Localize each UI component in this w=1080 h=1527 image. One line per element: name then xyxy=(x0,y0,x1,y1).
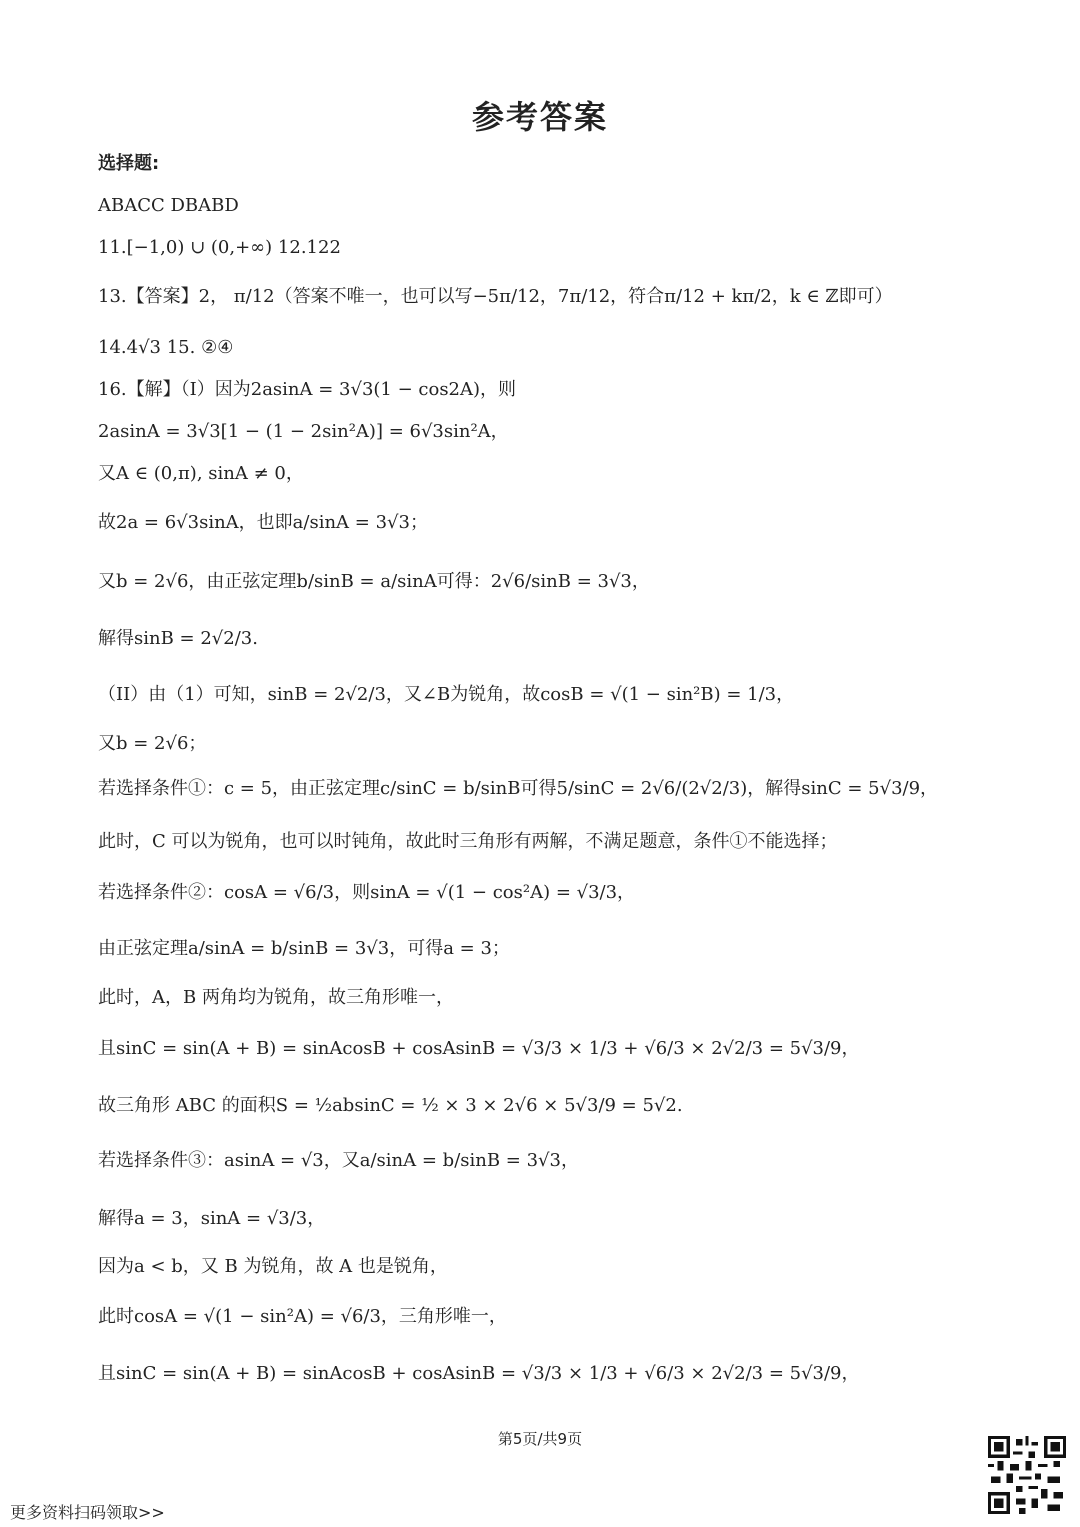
answer-line: 又b = 2√6； xyxy=(98,733,207,754)
answer-line: 14.4√3 15. ②④ xyxy=(98,337,234,358)
answer-line: 若选择条件③：asinA = √3，又a/sinA = b/sinB = 3√3， xyxy=(98,1150,579,1171)
answer-line: （II）由（1）可知，sinB = 2√2/3，又∠B为锐角，故cosB = √(1 − sin²B) = 1/3， xyxy=(98,684,795,705)
answer-line: 解得sinB = 2√2/3. xyxy=(98,628,258,649)
more-resources-text: 更多资料扫码领取>> xyxy=(10,1503,165,1522)
answer-line: 故三角形 ABC 的面积S = ½absinC = ½ × 3 × 2√6 × 5√3/9 = 5√2. xyxy=(98,1095,683,1116)
answer-line: 16.【解】（I）因为2asinA = 3√3(1 − cos2A)，则 xyxy=(98,379,517,400)
answer-line: 又b = 2√6，由正弦定理b/sinB = a/sinA可得：2√6/sinB = 3√3， xyxy=(98,571,650,592)
answer-line: 若选择条件①：c = 5，由正弦定理c/sinC = b/sinB可得5/sinC = 2√6/(2√2/3)，解得sinC = 5√3/9， xyxy=(98,778,939,799)
answer-line: 此时cosA = √(1 − sin²A) = √6/3，三角形唯一， xyxy=(98,1306,507,1327)
answer-line: 因为a < b，又 B 为锐角，故 A 也是锐角， xyxy=(98,1256,448,1277)
answer-line: 此时，A，B 两角均为锐角，故三角形唯一， xyxy=(98,987,454,1008)
page-number: 第5页/共9页 xyxy=(497,1430,583,1448)
answer-line: 且sinC = sin(A + B) = sinAcosB + cosAsinB = √3/3 × 1/3 + √6/3 × 2√2/3 = 5√3/9， xyxy=(98,1038,860,1059)
answer-line: 且sinC = sin(A + B) = sinAcosB + cosAsinB = √3/3 × 1/3 + √6/3 × 2√2/3 = 5√3/9， xyxy=(98,1363,860,1384)
answer-line: 13.【答案】2， π/12（答案不唯一，也可以写−5π/12，7π/12，符合π/12 + kπ/2，k ∈ ℤ即可） xyxy=(98,286,893,307)
answer-line: 又A ∈ (0,π), sinA ≠ 0， xyxy=(98,463,304,484)
page-title: 参考答案 xyxy=(471,98,608,136)
answer-line: 11.[−1,0) ∪ (0,+∞) 12.122 xyxy=(98,237,341,258)
qr-code-icon xyxy=(988,1436,1066,1514)
answer-line: 解得a = 3，sinA = √3/3， xyxy=(98,1208,326,1229)
answer-line: ABACC DBABD xyxy=(98,195,239,216)
section-label: 选择题: xyxy=(98,153,160,174)
answer-line: 若选择条件②：cosA = √6/3，则sinA = √(1 − cos²A) = √3/3， xyxy=(98,882,636,903)
answer-line: 2asinA = 3√3[1 − (1 − 2sin²A)] = 6√3sin²A， xyxy=(98,421,509,442)
answer-line: 此时，C 可以为锐角，也可以时钝角，故此时三角形有两解，不满足题意，条件①不能选择； xyxy=(98,831,838,852)
answer-line: 故2a = 6√3sinA，也即a/sinA = 3√3； xyxy=(98,512,428,533)
answer-line: 由正弦定理a/sinA = b/sinB = 3√3，可得a = 3； xyxy=(98,938,510,959)
